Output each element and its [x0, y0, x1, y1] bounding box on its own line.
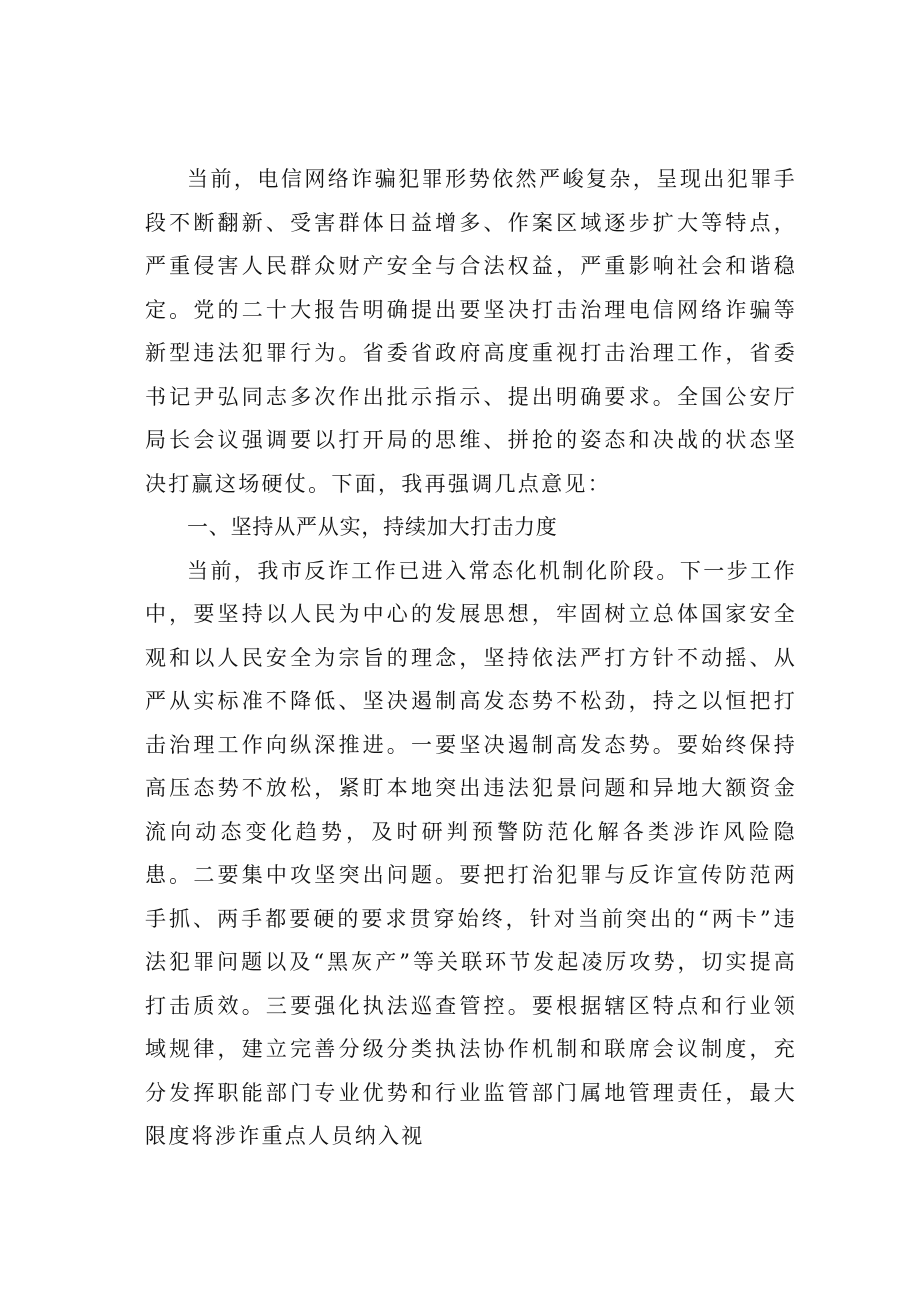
document-body: [145, 158, 797, 1159]
section-heading: 一、坚持从严从实，持续加大打击力度: [187, 515, 558, 539]
intro-paragraph: 当前，电信网络诈骗犯罪形势依然严峻复杂，呈现出犯罪手段不断翻新、受害群体日益增多、作案区域逐步扩大等特点，严重侵害人民群众财产安全与合法权益，严重影响社会和谐稳定。党的二十大报告明确提出要坚决打击治理电信网络诈骗等新型违法犯罪行为。省委省政府高度重视打击治理工作，省委书记尹弘同志多次作出批示指示、提出明确要求。全国公安厅局长会议强调要以打开局的思维、拼抢的姿态和决战的状态坚决打赢这场硬仗。下面，我再强调几点意见：: [145, 167, 797, 496]
section-paragraph: 当前，我市反诈工作已进入常态化机制化阶段。下一步工作中，要坚持以人民为中心的发展思想，牢固树立总体国家安全观和以人民安全为宗旨的理念，坚持依法严打方针不动摇、从严从实标准不降低、坚决遏制高发态势不松劲，持之以恒把打击治理工作向纵深推进。一要坚决遏制高发态势。要始终保持高压态势不放松，紧盯本地突出违法犯景问题和异地大额资金流向动态变化趋势，及时研判预警防范化解各类涉诈风险隐患。二要集中攻坚突出问题。要把打治犯罪与反诈宣传防范两手抓、两手都要硬的要求贯穿始终，针对当前突出的“两卡”违法犯罪问题以及“黑灰产”等关联环节发起凌厉攻势，切实提高打击质效。三要强化执法巡查管控。要根据辖区特点和行业领域规律，建立完善分级分类执法协作机制和联席会议制度，充分发挥职能部门专业优势和行业监管部门属地管理责任，最大限度将涉诈重点人员纳入视: [145, 558, 797, 1148]
